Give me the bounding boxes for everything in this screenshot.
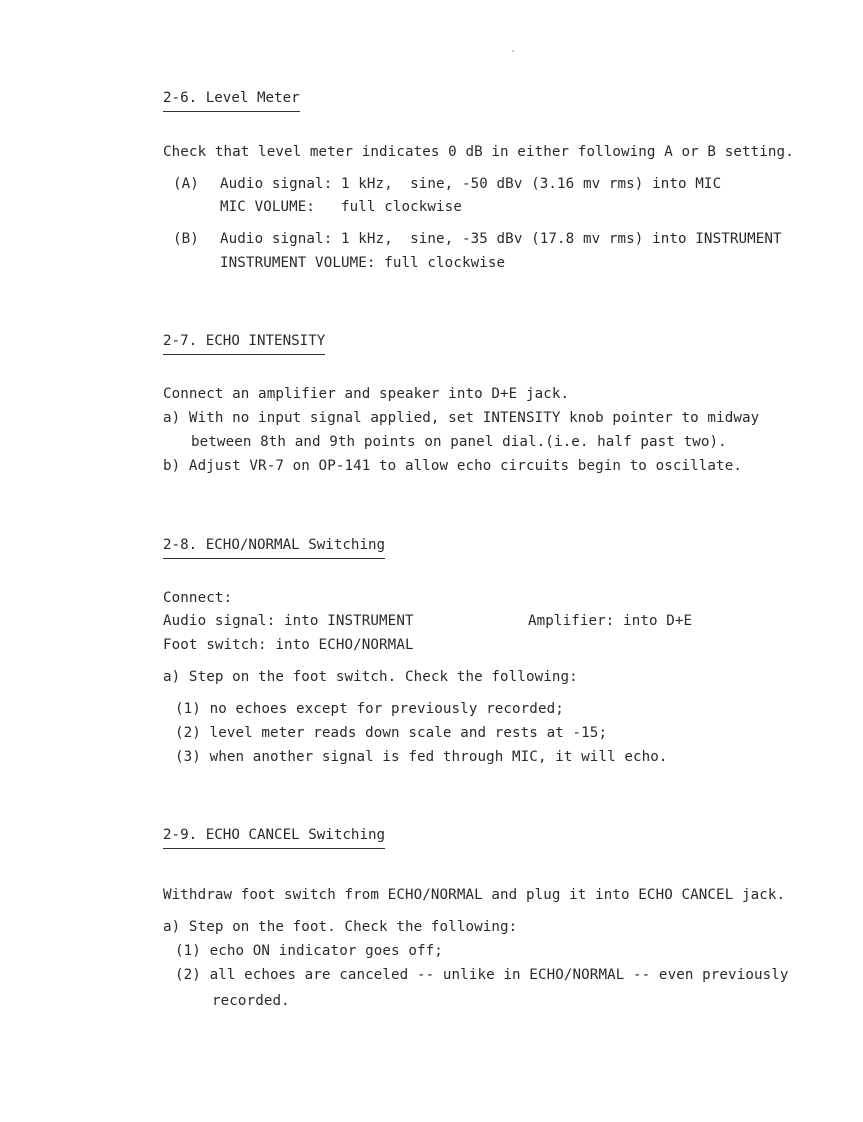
foot-switch-connection: Foot switch: into ECHO/NORMAL <box>163 637 414 653</box>
echo-normal-step: a) Step on the foot switch. Check the following: <box>163 669 578 685</box>
setting-a-line2: MIC VOLUME: full clockwise <box>220 199 462 215</box>
echo-intensity-line4: b) Adjust VR-7 on OP-141 to allow echo circuits begin to oscillate. <box>163 458 742 474</box>
echo-intensity-line2: a) With no input signal applied, set INTENSITY knob pointer to midway <box>163 410 760 426</box>
echo-normal-check-1: (1) no echoes except for previously recorded; <box>175 701 564 717</box>
amplifier-connection: Amplifier: into D+E <box>528 613 693 629</box>
setting-b-line2: INSTRUMENT VOLUME: full clockwise <box>220 255 506 271</box>
echo-intensity-line1: Connect an amplifier and speaker into D+E jack. <box>163 386 570 402</box>
level-meter-intro: Check that level meter indicates 0 dB in either following A or B setting. <box>163 144 794 160</box>
echo-normal-check-3: (3) when another signal is fed through MIC, it will echo. <box>175 749 668 765</box>
paper-speck <box>512 50 514 52</box>
setting-a-line1: Audio signal: 1 kHz, sine, -50 dBv (3.16 mv rms) into MIC <box>220 176 722 192</box>
setting-a-label: (A) <box>173 176 199 192</box>
section-heading-2-8: 2-8. ECHO/NORMAL Switching <box>163 536 385 559</box>
echo-normal-check-2: (2) level meter reads down scale and rests at -15; <box>175 725 608 741</box>
audio-signal-connection: Audio signal: into INSTRUMENT <box>163 613 414 629</box>
echo-cancel-check-1: (1) echo ON indicator goes off; <box>175 943 443 959</box>
section-heading-2-7: 2-7. ECHO INTENSITY <box>163 332 325 355</box>
echo-cancel-check-2-cont: recorded. <box>212 993 290 1009</box>
echo-intensity-line3: between 8th and 9th points on panel dial.(i.e. half past two). <box>191 434 727 450</box>
connect-label: Connect: <box>163 590 233 606</box>
setting-b-label: (B) <box>173 231 199 247</box>
setting-b-line1: Audio signal: 1 kHz, sine, -35 dBv (17.8 mv rms) into INSTRUMENT <box>220 231 782 247</box>
echo-cancel-step: a) Step on the foot. Check the following: <box>163 919 518 935</box>
echo-cancel-check-2: (2) all echoes are canceled -- unlike in ECHO/NORMAL -- even previously <box>175 967 789 983</box>
section-heading-2-9: 2-9. ECHO CANCEL Switching <box>163 826 385 849</box>
section-heading-2-6: 2-6. Level Meter <box>163 89 300 112</box>
echo-cancel-instruction: Withdraw foot switch from ECHO/NORMAL and plug it into ECHO CANCEL jack. <box>163 887 786 903</box>
